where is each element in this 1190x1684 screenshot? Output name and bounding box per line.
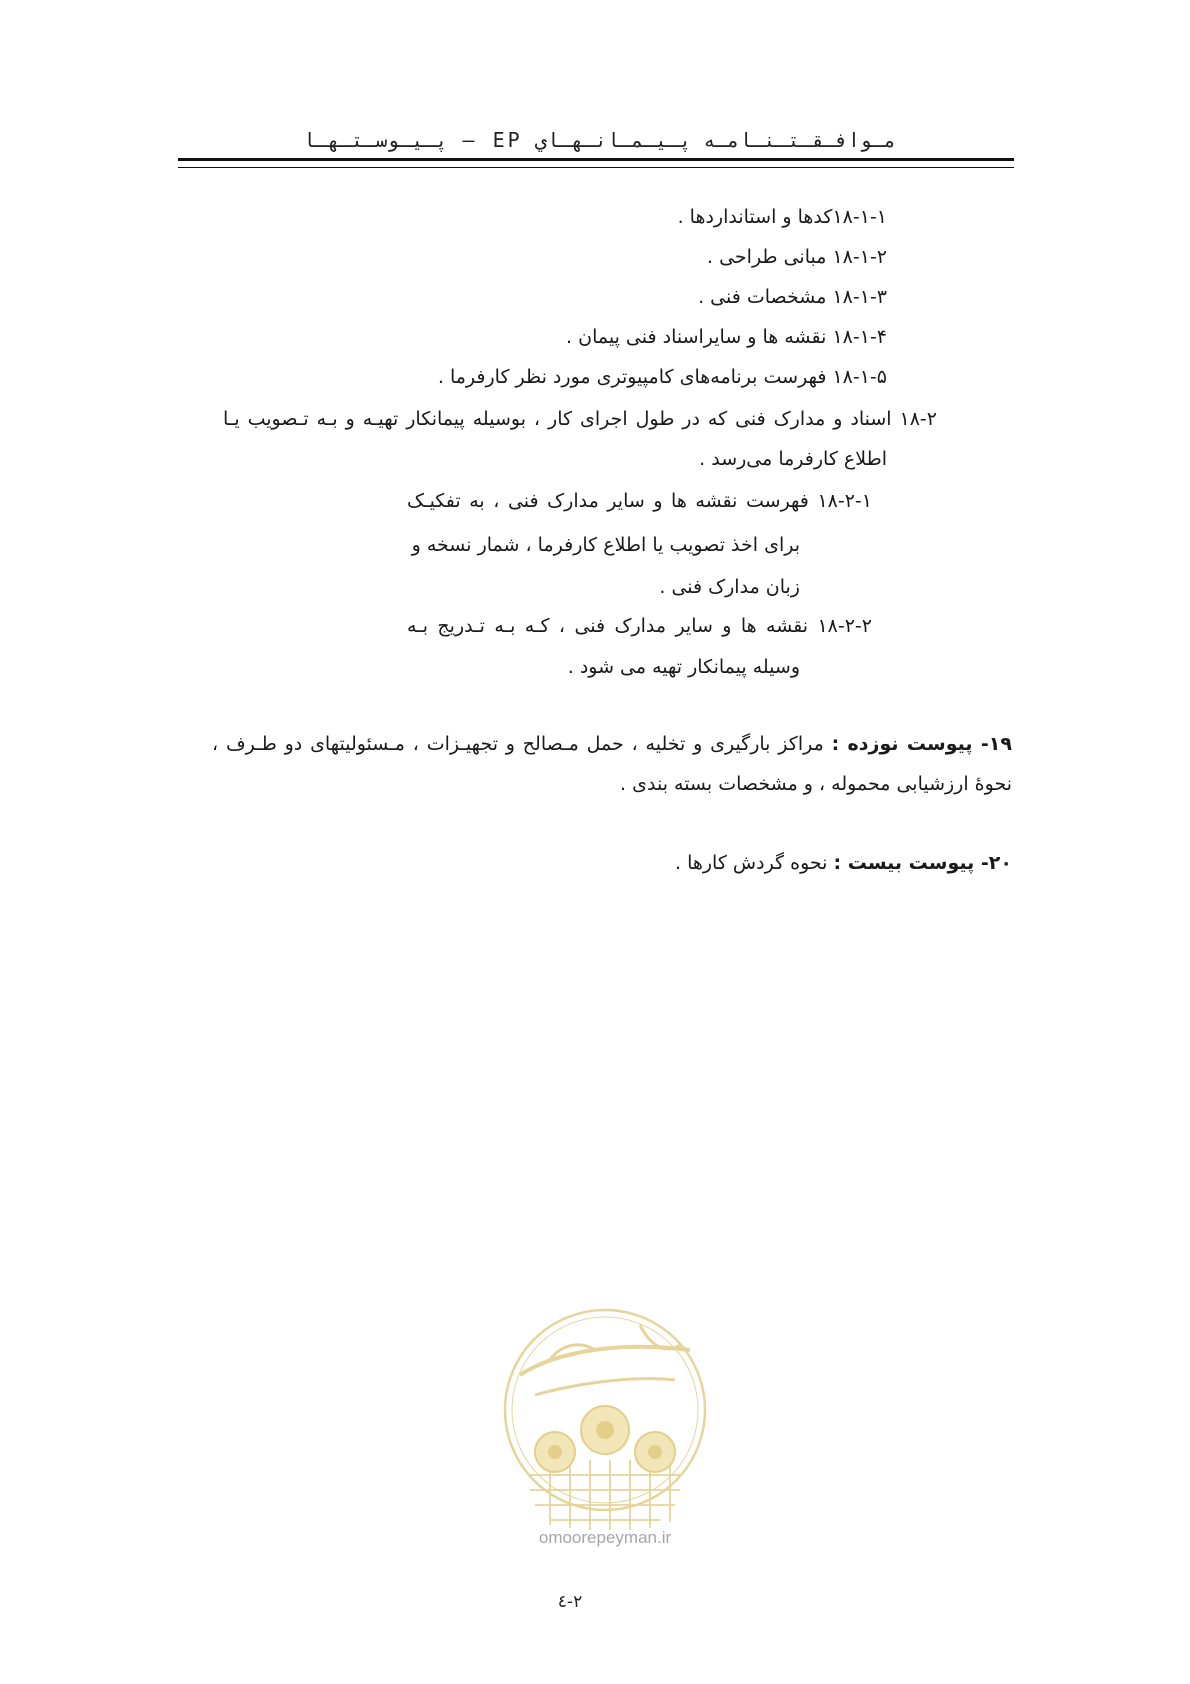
header-title: مـوافـقـتـنـامـه پـيـمـانـهـاي EP – پـيـوسـتـهـا xyxy=(303,128,896,152)
annex-20-number: ۲۰- xyxy=(980,852,1012,874)
page-number: ۲-٤ xyxy=(557,1592,583,1612)
annex-20-title: پیوست بیست : xyxy=(833,852,975,874)
item-18-1-3: ۱۸-۱-۳ مشخصات فنی . xyxy=(698,286,887,308)
annex-20-text: نحوه گردش کارها . xyxy=(674,852,828,874)
item-18-1-2: ۱۸-۱-۲ مبانی طراحی . xyxy=(707,246,887,268)
header-double-rule xyxy=(178,158,1014,168)
item-18-1-5: ۱۸-۱-۵ فهرست برنامه‌های کامپیوتری مورد نظر کارفرما . xyxy=(437,366,887,388)
annex-20 xyxy=(675,849,1012,877)
page-header xyxy=(178,128,1014,164)
annex-19-line2: نحوهٔ ارزشیابی محموله ، و مشخصات بسته بندی . xyxy=(620,773,1012,795)
item-18-2-2-line2: وسیله پیمانکار تهیه می شود . xyxy=(567,656,800,678)
annex-19-text: مراکز بارگیری و تخلیه ، حمل مـصالح و تجهیـزات ، مـسئولیتهای دو طـرف ، xyxy=(212,733,824,755)
item-18-2-1-line1: ۱۸-۲-۱ فهرست نقشه ها و سایر مدارک فنی ، به تفکیـک xyxy=(407,490,872,512)
annex-19-number: ۱۹- xyxy=(980,733,1012,755)
item-18-2-line2: اطلاع کارفرما می‌رسد . xyxy=(699,448,887,470)
watermark-logo-icon xyxy=(490,1300,720,1550)
item-18-2-1-line3: زبان مدارک فنی . xyxy=(659,576,800,598)
annex-19-heading xyxy=(832,733,1012,755)
item-18-2-2-line1: ۱۸-۲-۲ نقشه ها و سایر مدارک فنی ، کـه بـه تـدریج بـه xyxy=(407,615,872,637)
item-18-2-1-line2: برای اخذ تصویب یا اطلاع کارفرما ، شمار نسخه و xyxy=(411,534,800,556)
annex-19-title: پیوست نوزده : xyxy=(831,733,973,755)
watermark-site: omoorepeyman.ir xyxy=(538,1528,672,1547)
watermark-stamp xyxy=(490,1300,720,1550)
item-18-1-4: ۱۸-۱-۴ نقشه ها و سایراسناد فنی پیمان . xyxy=(566,326,887,348)
item-18-1-1: ۱۸-۱-۱کدها و استانداردها . xyxy=(677,206,887,228)
item-18-2-line1: ۱۸-۲ اسناد و مدارک فنی که در طول اجرای کار ، بوسیله پیمانکار تهیـه و بـه تـصویب یـا xyxy=(223,408,937,430)
annex-19-line1 xyxy=(212,730,1012,758)
annex-20-heading xyxy=(834,852,1012,874)
